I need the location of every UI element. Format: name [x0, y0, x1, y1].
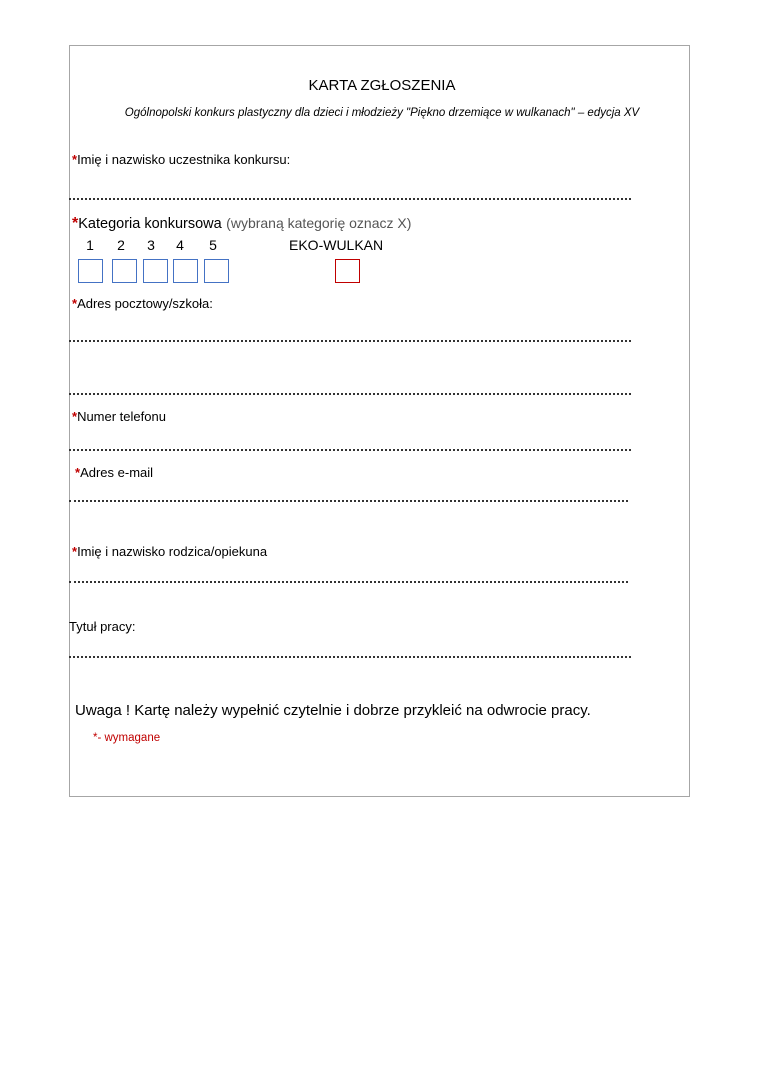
work-title-line[interactable]: [69, 656, 631, 658]
category-number-2: 2: [117, 237, 125, 253]
form-subtitle: Ogólnopolski konkurs plastyczny dla dzieci i młodzieży "Piękno drzemiące w wulkanach" – edycja XV: [124, 107, 640, 119]
email-line[interactable]: [69, 500, 628, 502]
required-mark: *: [72, 409, 78, 424]
participant-name-label: *Imię i nazwisko uczestnika konkursu:: [72, 152, 291, 167]
category-checkbox-1[interactable]: [78, 259, 103, 283]
email-label: *Adres e-mail: [75, 465, 154, 480]
category-number-5: 5: [209, 237, 217, 253]
category-hint: (wybraną kategorię oznacz X): [226, 215, 412, 231]
parent-name-label: *Imię i nazwisko rodzica/opiekuna: [72, 544, 268, 559]
category-checkbox-3[interactable]: [143, 259, 168, 283]
work-title-label: Tytuł pracy:: [69, 619, 136, 634]
form-title: KARTA ZGŁOSZENIA: [308, 77, 456, 94]
fill-instruction-note: Uwaga ! Kartę należy wypełnić czytelnie i dobrze przykleić na odwrocie pracy.: [75, 702, 591, 719]
address-line-1[interactable]: [69, 340, 631, 342]
eko-wulkan-checkbox[interactable]: [335, 259, 360, 283]
category-number-4: 4: [176, 237, 184, 253]
category-checkbox-5[interactable]: [204, 259, 229, 283]
category-label: *Kategoria konkursowa (wybraną kategorię oznacz X): [72, 215, 412, 232]
address-label: *Adres pocztowy/szkoła:: [72, 296, 213, 311]
category-checkbox-4[interactable]: [173, 259, 198, 283]
participant-name-line[interactable]: [69, 198, 631, 200]
category-checkbox-2[interactable]: [112, 259, 137, 283]
phone-label: *Numer telefonu: [72, 409, 166, 424]
required-mark: *: [75, 465, 81, 480]
parent-name-line[interactable]: [69, 581, 628, 583]
required-mark: *: [72, 215, 79, 232]
required-mark: *: [72, 152, 78, 167]
required-legend: *- wymagane: [93, 732, 161, 744]
category-number-3: 3: [147, 237, 155, 253]
phone-line[interactable]: [69, 449, 631, 451]
required-mark: *: [72, 544, 78, 559]
required-mark: *: [72, 296, 78, 311]
special-category-label: EKO-WULKAN: [289, 237, 384, 253]
category-number-1: 1: [86, 237, 94, 253]
address-line-2[interactable]: [69, 393, 631, 395]
